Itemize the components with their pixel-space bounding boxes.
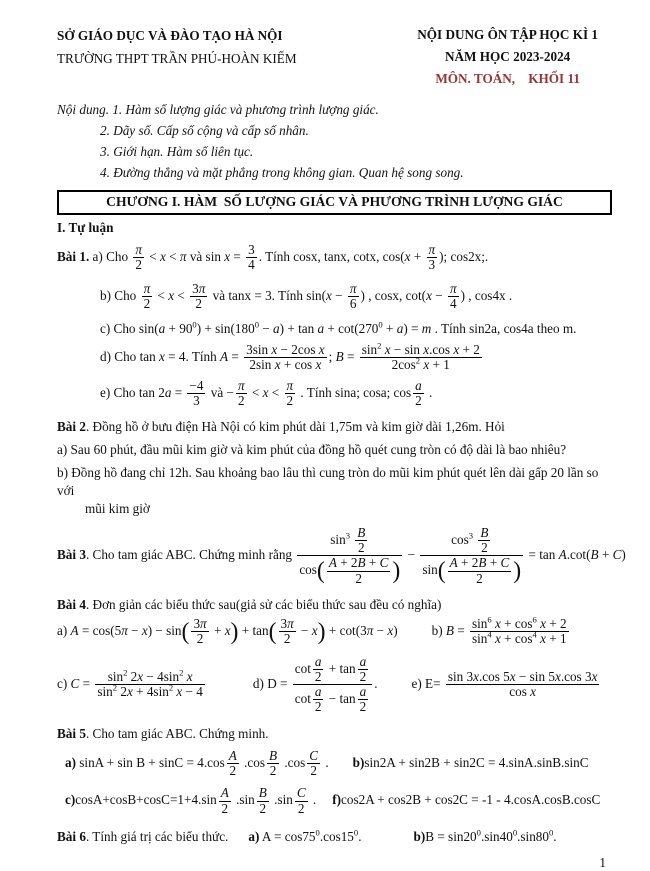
bai-3: Bài 3. Cho tam giác ABC. Chứng minh rằng $\sin^3$ $\frac{B}{2}$ cos ( $\frac{A + 2B + C}{2}$ ) − $\cos^3$ $\frac{B}{2}$ sin ( $\frac{A + 2B + C}{2}$ ) = tan A.cot(B + C) [57, 524, 626, 586]
bai-1-c: c) Cho $\sin(a + 90^0) + \sin(180^0 - a) + \tan a + \cot(270^0 + a) = m$ . Tính sin2a, cos4a theo m. [100, 319, 577, 336]
bai-2: Bài 2. Đồng hồ ở bưu điện Hà Nội có kim phút dài 1,75m và kim giờ dài 1,26m. Hỏi [57, 419, 505, 435]
school-year: NĂM HỌC 2023-2024 [444, 49, 571, 64]
subject-line: MÔN. TOÁN, KHỐI 11 [435, 71, 580, 86]
bai-2-b-cont: mũi kim giờ [85, 500, 150, 516]
overview-line: Nội dung. 1. Hàm số lượng giác và phương trình lượng giác. [57, 102, 379, 117]
page-number: 1 [599, 854, 606, 870]
overview-line: 4. Đường thẳng và mặt phẳng trong không gian. Quan hệ song song. [100, 165, 464, 180]
bai-2-b: b) Đồng hồ đang chỉ 12h. Sau khoảng bao lâu thì cung tròn do mũi kim phút quét lên dài gấp 20 lần so với [57, 465, 599, 498]
bai-4-cde: c) C = $\frac{\sin^2 2x - 4\sin^2 x}{\sin^2 2x + 4\sin^2 x - 4}$ d) D = cot $\frac{a}{2}$ + tan $\frac{a}{2}$ cot $\frac{a}{2}$ − tan $\frac{a}{2}$ . e) E= $\frac{\sin 3x.\cos 5x - \sin 5x.\cos 3x}{\text{cos x}}$ [57, 653, 598, 715]
bai-6: Bài 6. Tính giá trị các biểu thức. a) $A = \cos 75^0.\cos 15^0$. $b)B = \sin 20^0.\sin 40^0.\sin 80^0$. [57, 827, 557, 844]
bai-5-cf: c)cosA+cosB+cosC=1+4.sin $\frac{A}{2}$ .sin $\frac{B}{2}$ .sin $\frac{C}{2}$ . f)cos2A + cos2B + cos2C = -1 - 4.cosA.cosB.cosC [65, 785, 601, 816]
bai-1-e: e) Cho tan 2a = $\frac{-4}{3}$ và − $\frac{\pi}{2}$ < x < $\frac{\pi}{2}$ . Tính sina; cosa; cos $\frac{a}{2}$ . [100, 377, 433, 408]
bai-4-ab: a) A = cos(5π − x) − sin ( $\frac{3\pi}{2}$ + x ) + tan ( $\frac{3\pi}{2}$ − x ) + cot(3π − x) b) B = $\frac{\sin^6 x + \cos^6 x + 2}{\sin^4 x + \cos^4 x + 1}$ [57, 614, 567, 647]
header-right-block [417, 24, 598, 90]
header-left-block [57, 24, 297, 70]
bai-4: Bài 4. Đơn giản các biểu thức sau(giả sử các biểu thức sau đều có nghĩa) [57, 596, 442, 612]
department-name: SỞ GIÁO DỤC VÀ ĐÀO TẠO HÀ NỘI [57, 28, 283, 43]
bai-5: Bài 5. Cho tam giác ABC. Chứng minh. [57, 725, 269, 741]
bai-1-d: d) Cho tan x = 4. Tính A = $\frac{\text{3sin x − 2cos x}}{\text{2sin x + cos x}}$ ; B = $\frac{\sin^2 x - \sin x.\cos x + 2}{2\cos^2 x + 1}$ [100, 340, 480, 373]
bai-1-b: b) Cho $\frac{\pi}{2}$ < x < $\frac{3\pi}{2}$ và tanx = 3. Tính sin(x − $\frac{\pi}{6}$ ) , cosx, cot(x − $\frac{\pi}{4}$ ) , cos4x . [100, 280, 513, 311]
school-name: TRƯỜNG THPT TRẦN PHÚ-HOÀN KIẾM [57, 51, 297, 66]
document-header [57, 24, 612, 90]
document-body [57, 242, 626, 845]
bai-1-a: Bài 1. a) Cho $\frac{\pi}{2}$ < x < π và sin x = $\frac{3}{4}$ . Tính cosx, tanx, cotx, cos(x + $\frac{\pi}{3}$ ); cos2x;. [57, 242, 489, 273]
content-overview [57, 99, 612, 183]
bai-2-a: a) Sau 60 phút, đầu mũi kim giờ và kim phút của đồng hồ quét cung tròn có độ dài là bao nhiêu? [57, 442, 567, 458]
section-title: I. Tự luận [57, 220, 114, 235]
overview-line: 3. Giới hạn. Hàm số liên tục. [100, 144, 254, 159]
chapter-heading: CHƯƠNG I. HÀM SỐ LƯỢNG GIÁC VÀ PHƯƠNG TRÌNH LƯỢNG GIÁC [57, 190, 612, 215]
review-title: NỘI DUNG ÔN TẬP HỌC KÌ 1 [417, 27, 598, 42]
overview-line: 2. Dãy số. Cấp số cộng và cấp số nhân. [100, 123, 309, 138]
bai-5-ab: a) sinA + sin B + sinC = 4.cos $\frac{A}{2}$ .cos $\frac{B}{2}$ .cos $\frac{C}{2}$ . b)sin2A + sin2B + sin2C = 4.sinA.sinB.sinC [65, 747, 589, 778]
